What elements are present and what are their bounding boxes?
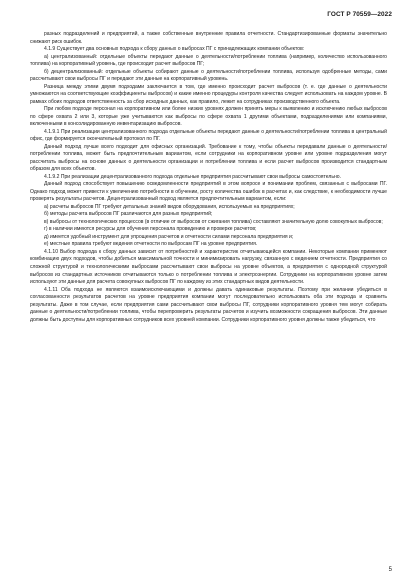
list-item: в) выбросы от технологических процессов (в отличие от выбросов от сжигания топлива) составляют значительную долю совокупных выбросов; xyxy=(44,218,383,225)
paragraph: Данный подход лучше всего подходит для офисных организаций. Требование к тому, чтобы объекты передавали данные о деятельности/потреблении топлива, может быть предпочтительным вариантом, если сотрудники на корпоративном уровне или уровне подразделения могут рассчитать выбросы на основе данных о деятельности организации и потреблении топлива и если расчет выбросов производится стандартным образом для всех объектов. xyxy=(30,143,387,173)
paragraph: 4.1.9.2 При реализации децентрализованного подхода отдельные предприятия рассчитывают свои выбросы самостоятельно. xyxy=(44,173,342,180)
list-item: б) децентрализованный: отдельные объекты собирают данные о деятельности/потреблении топлива, используя одобренные методы, сами рассчитывают свои выбросы ПГ и передают эти данные на корпоративный уровень. xyxy=(30,68,387,83)
paragraph: разных подразделений и предприятий, а также собственные внутренние правила отчетности. Стандартизированные форматы значительно снижают риск ошибок. xyxy=(30,31,387,45)
paragraph: При любом подходе персонал на корпоративном или более низких уровнях должен принять меры к выявлению и исключению любых выбросов по сфере охвата 2 или 3, которые уже учитываются как выбросы по сфере охвата 1 другими объектами, подразделениями или компаниями, включенными в консолидированную инвентаризацию выбросов. xyxy=(30,106,387,128)
body-text xyxy=(30,31,387,324)
list-item: е) местные правила требуют ведения отчетности по выбросам ПГ на уровне предприятия. xyxy=(44,241,258,248)
list-item: б) методы расчета выбросов ПГ различаются для разных предприятий; xyxy=(44,211,213,218)
standard-header: ГОСТ Р 70559—2022 xyxy=(327,11,392,18)
paragraph: 4.1.11 Оба подхода не являются взаимоисключающими и должны давать одинаковые результаты. Поэтому при желании убедиться в согласованности результатов расчетов на уровне предприятия компании могут последовательно использовать оба эти подхода и сравнить результаты. Даже в том случае, если предприятия сами рассчитывают свои выбросы ПГ, сотрудники корпоративного уровня тем могут собирать данные о деятельности/потреблении топлива, чтобы перепроверить результаты расчетов и изучить возможности сокращения выбросов. Эти данные должны быть доступны для корпоративных сотрудников всех уровней компании. Сотрудники корпоративного уровня должны также убедиться, что xyxy=(30,286,387,323)
paragraph: 4.1.9.1 При реализации централизованного подхода отдельные объекты передают данные о деятельности/потреблении топлива в центральный офис, где формируется окончательный протокол по ПГ. xyxy=(30,128,387,143)
list-item: а) расчеты выбросов ПГ требуют детальных знаний видов оборудования, используемых на предприятиях; xyxy=(44,203,295,210)
paragraph: Разница между этими двумя подходами заключается в том, где именно происходит расчет выбросов (т. е. где данные о деятельности умножаются на соответствующие коэффициенты выбросов) и какие именно процедуры контроля качества следует использовать на каждом уровне. В рамках обоих подходов ответственность за сбор исходных данных, как правило, лежит на сотрудниках производственного объекта. xyxy=(30,83,387,105)
paragraph: Данный подход способствует повышению осведомленности предприятий в этом вопросе и понимании проблем, связанных с выбросами ПГ. Однако подход может привести к увеличению потребности в обучении, росту количества ошибок в расчетах и, как следствие, к необходимости лучше проверять результаты расчетов. Децентрализованный подход является предпочтительным вариантом, если: xyxy=(30,181,387,203)
page-number: 5 xyxy=(388,567,392,573)
list-item: а) централизованный: отдельные объекты передают данные о деятельности/потреблении топлива (например, количество использованного топлива) на корпоративный уровень, где происходит расчет выбросов ПГ; xyxy=(30,53,387,68)
paragraph: 4.1.9 Существует два основных подхода к сбору данных о выбросах ПГ с принадлежащих компании объектов: xyxy=(44,46,305,53)
list-item: д) имеется удобный инструмент для упрощения расчетов и отчетности силами персонала предприятия и; xyxy=(44,233,294,240)
paragraph: 4.1.10 Выбор подхода к сбору данных зависит от потребностей и характеристик отчитывающейся компании. Некоторые компании применяют комбинацию двух подходов, чтобы добиться максимальной точности и минимизировать нагрузку, связанную с ведением отчетности. Предприятия со сложной структурой и технологическими выбросами рассчитывают свои выбросы на уровне объектов, а предприятия с однородной структурой выбросов из стандартных источников отчитываются только о потреблении топлива и электроэнергии. Сотрудники на корпоративном уровне затем используют эти данные для расчета совокупных выбросов ПГ по каждому из этих стандартных видов деятельности. xyxy=(30,248,387,286)
list-item: г) в наличии имеются ресурсы для обучения персонала проведению и проверке расчетов; xyxy=(44,226,257,233)
